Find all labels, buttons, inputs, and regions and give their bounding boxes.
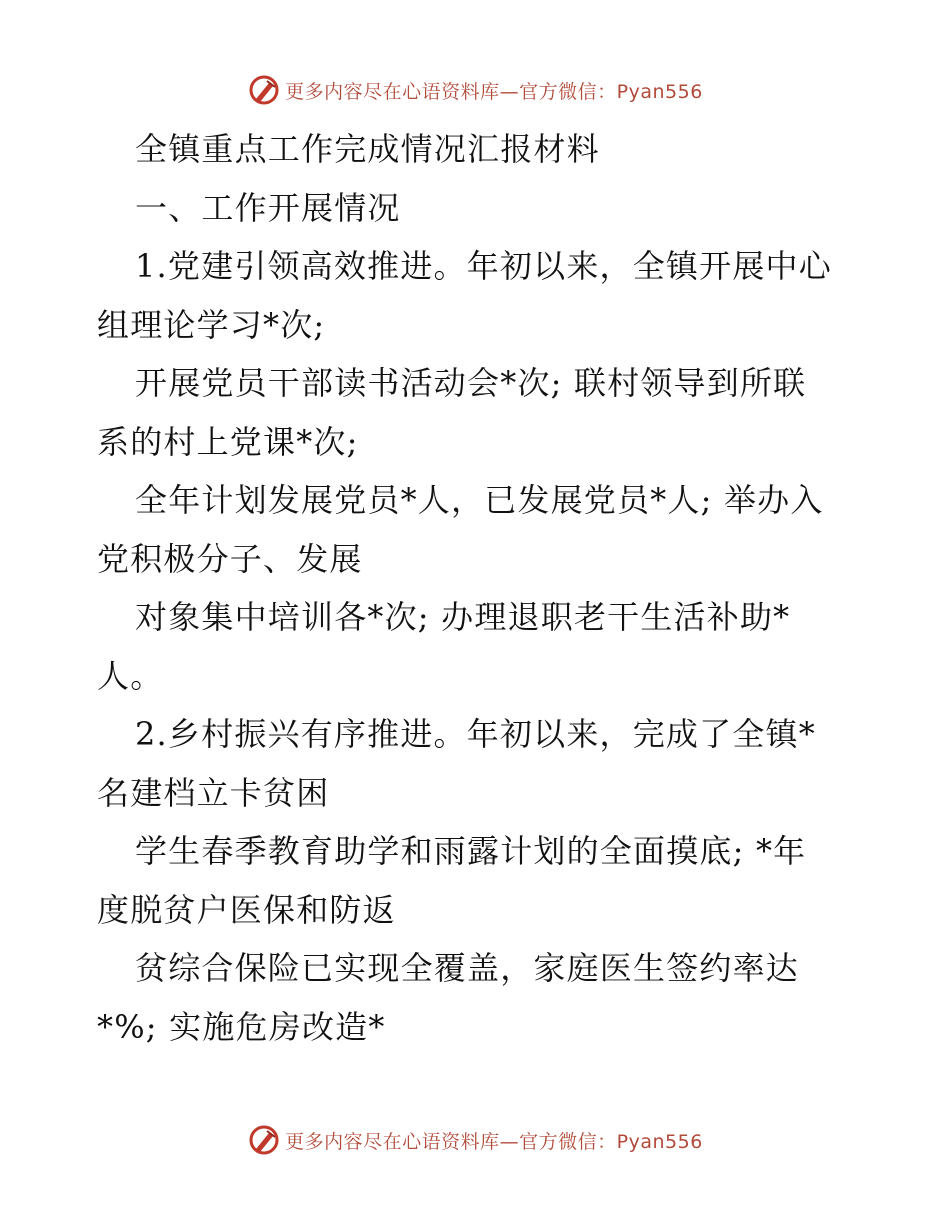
paragraph-line: 度脱贫户医保和防返 <box>97 890 396 929</box>
paragraph-line: 系的村上党课*次; <box>97 422 359 461</box>
paragraph-line: 贫综合保险已实现全覆盖，家庭医生签约率达 <box>135 949 800 987</box>
header-banner <box>0 70 950 110</box>
footer-banner <box>0 1120 950 1160</box>
paragraph-line: 开展党员干部读书活动会*次; 联村领导到所联 <box>135 364 807 402</box>
paragraph-line: 1.党建引领高效推进。年初以来，全镇开展中心 <box>135 247 832 285</box>
paragraph-line: *%; 实施危房改造* <box>97 1007 386 1046</box>
paragraph-line: 2.乡村振兴有序推进。年初以来，完成了全镇* <box>135 715 816 753</box>
document-title: 全镇重点工作完成情况汇报材料 <box>135 130 600 168</box>
footer-banner-text: 更多内容尽在心语资料库—官方微信：Pyan556 <box>285 1130 703 1153</box>
paragraph-line: 党积极分子、发展 <box>97 539 363 578</box>
pen-logo-icon <box>247 73 281 107</box>
paragraph-line: 名建档立卡贫困 <box>97 773 330 812</box>
header-banner-text: 更多内容尽在心语资料库—官方微信：Pyan556 <box>285 80 703 103</box>
paragraph-line: 人。 <box>97 656 164 695</box>
paragraph-line: 全年计划发展党员*人，已发展党员*人; 举办入 <box>135 481 824 519</box>
document-body <box>97 120 857 1056</box>
pen-logo-icon <box>247 1123 281 1157</box>
section-heading: 一、工作开展情况 <box>135 188 401 227</box>
paragraph-line: 学生春季教育助学和雨露计划的全面摸底; *年 <box>135 832 807 870</box>
paragraph-line: 组理论学习*次; <box>97 305 326 344</box>
paragraph-line: 对象集中培训各*次; 办理退职老干生活补助* <box>135 598 791 636</box>
